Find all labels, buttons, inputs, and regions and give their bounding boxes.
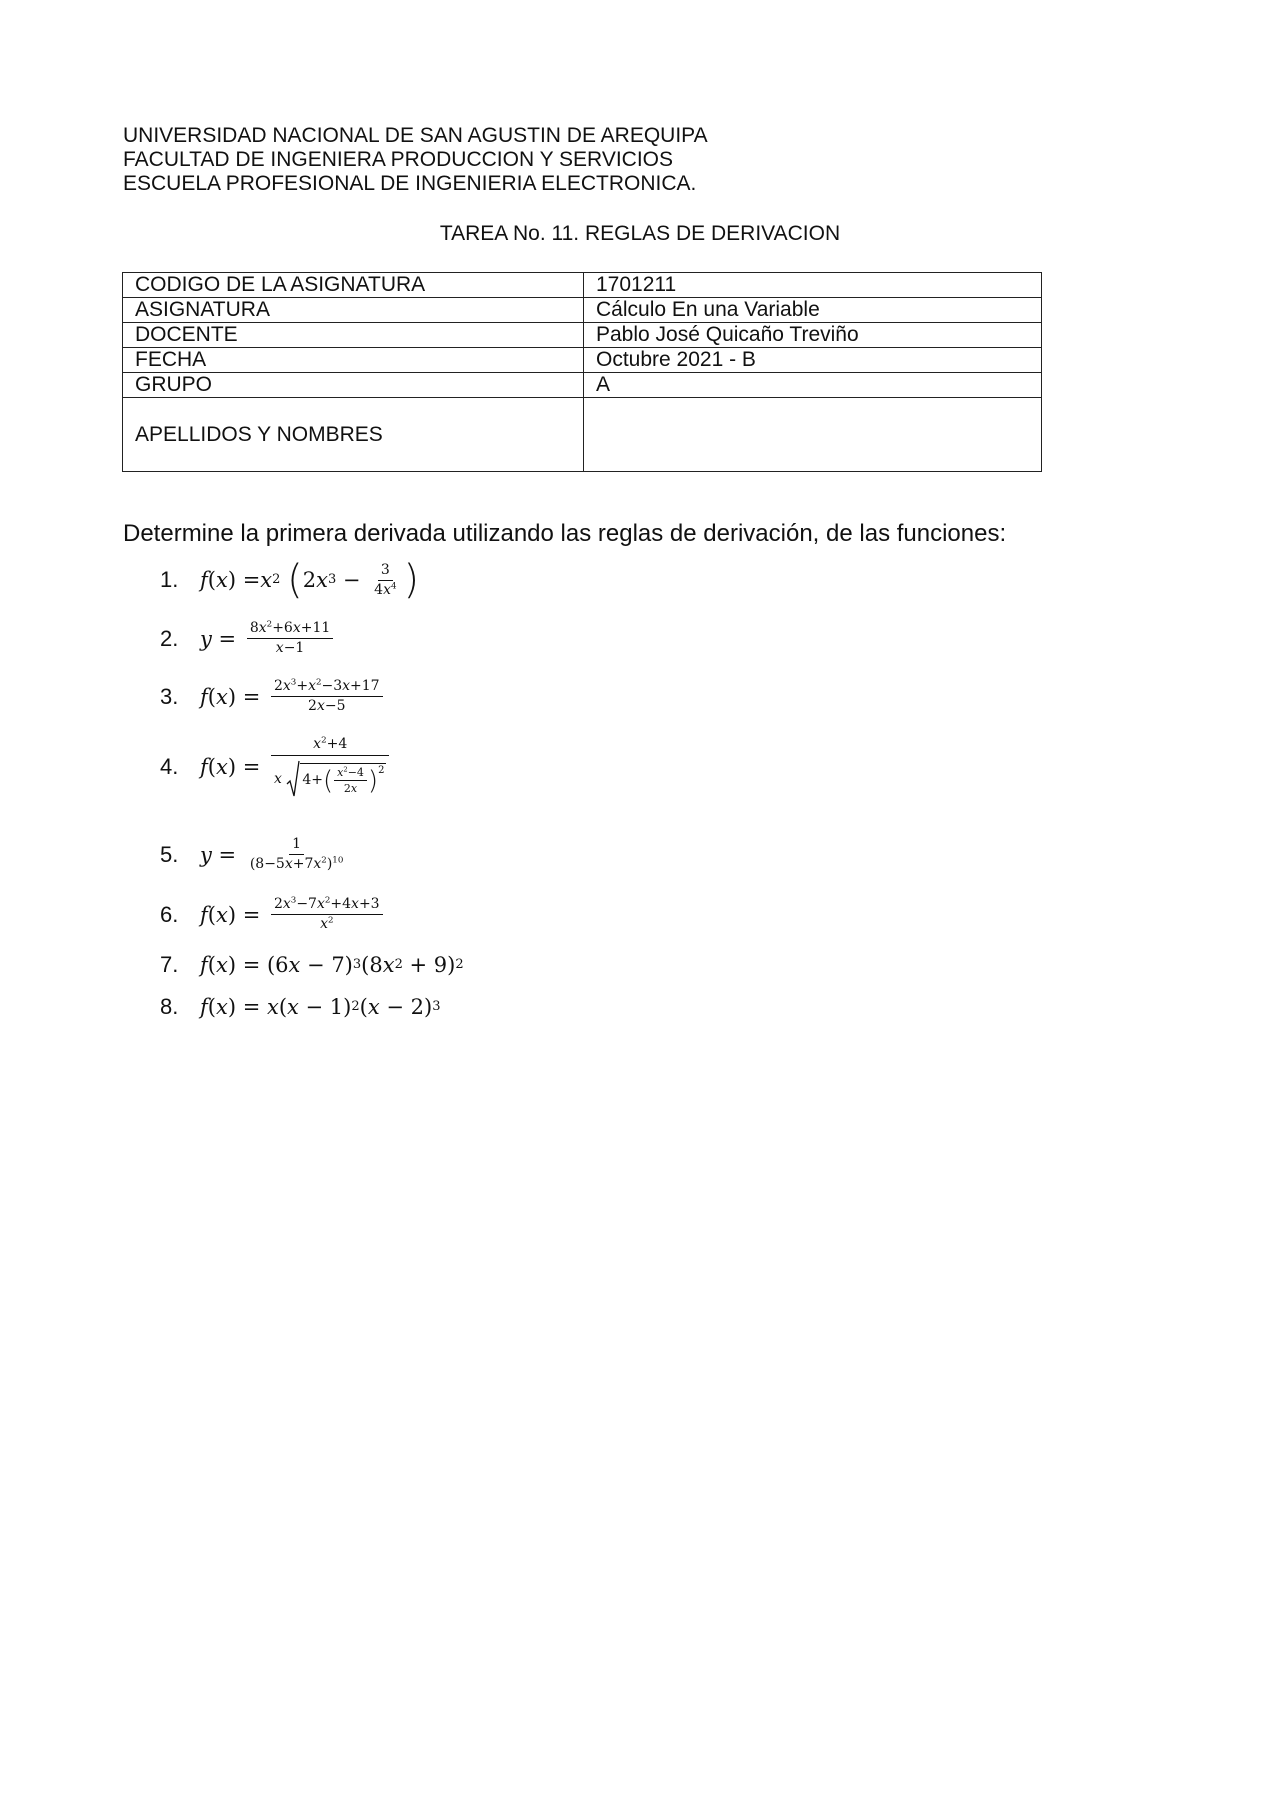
exercise-item xyxy=(160,836,350,873)
course-info-table xyxy=(122,272,1042,472)
table-row xyxy=(123,373,1042,398)
info-value: 1701211 xyxy=(584,273,1042,298)
exercise-formula: f ( x ) = (6 x − 7) 3 (8 x 2 + 9) 2 xyxy=(200,953,464,977)
exercise-number: 5. xyxy=(160,841,179,867)
instruction-text: Determine la primera derivada utilizando las reglas de derivación, de las funciones: xyxy=(123,520,1007,547)
exercise-number: 8. xyxy=(160,994,179,1019)
info-label: FECHA xyxy=(123,348,584,373)
student-name-field[interactable] xyxy=(584,398,1042,472)
exercise-formula: f ( x ) = x 2 ( 2 x 3 − $\frac{3}{4x^4}$ ) xyxy=(200,557,420,603)
info-label: GRUPO xyxy=(123,373,584,398)
exercise-number: 1. xyxy=(160,567,179,592)
exercise-item xyxy=(160,736,393,798)
table-row xyxy=(123,348,1042,373)
exercise-number: 3. xyxy=(160,683,179,709)
info-label: ASIGNATURA xyxy=(123,298,584,323)
info-value: Octubre 2021 - B xyxy=(584,348,1042,373)
exercise-item xyxy=(160,557,420,603)
table-row xyxy=(123,398,1042,472)
exercise-item xyxy=(160,994,440,1020)
exercise-item xyxy=(160,678,387,715)
info-value: A xyxy=(584,373,1042,398)
info-label: DOCENTE xyxy=(123,323,584,348)
exercise-formula: f ( x ) = $x^2+4$ x 4+ ( $\frac{x^2-4}{2x}$ ) $^2$ xyxy=(200,736,393,798)
university-name: UNIVERSIDAD NACIONAL DE SAN AGUSTIN DE AREQUIPA xyxy=(123,124,708,147)
exercise-item xyxy=(160,896,387,933)
exercise-number: 4. xyxy=(160,754,179,779)
assignment-title: TAREA No. 11. REGLAS DE DERIVACION xyxy=(439,222,841,245)
institution-header xyxy=(123,124,708,196)
table-row xyxy=(123,323,1042,348)
exercise-number: 6. xyxy=(160,901,179,927)
exercise-formula: y = $\frac{1}{(8-5x+7x^2)^{10}}$ xyxy=(200,836,344,872)
info-label: CODIGO DE LA ASIGNATURA xyxy=(123,273,584,298)
table-row xyxy=(123,298,1042,323)
exercise-number: 2. xyxy=(160,625,179,651)
info-value: Cálculo En una Variable xyxy=(584,298,1042,323)
table-row xyxy=(123,273,1042,298)
radical-sign-icon xyxy=(286,760,300,798)
school-name: ESCUELA PROFESIONAL DE INGENIERIA ELECTRONICA. xyxy=(123,172,697,195)
exercise-item xyxy=(160,952,464,978)
exercise-formula: f ( x ) = $\frac{2x^3+x^2-3x+17}{2x-5}$ xyxy=(200,678,387,715)
info-label: APELLIDOS Y NOMBRES xyxy=(123,398,584,472)
faculty-name: FACULTAD DE INGENIERA PRODUCCION Y SERVICIOS xyxy=(123,148,674,171)
exercise-formula: f ( x ) = $\frac{2x^3-7x^2+4x+3}{x^2}$ xyxy=(200,896,387,933)
exercise-item xyxy=(160,620,337,657)
exercise-formula: f ( x ) = x ( x − 1) 2 ( x − 2) 3 xyxy=(200,995,441,1019)
info-value: Pablo José Quicaño Treviño xyxy=(584,323,1042,348)
exercise-formula: y = $\frac{8x^2+6x+11}{x-1}$ xyxy=(200,620,337,657)
exercise-number: 7. xyxy=(160,952,179,977)
